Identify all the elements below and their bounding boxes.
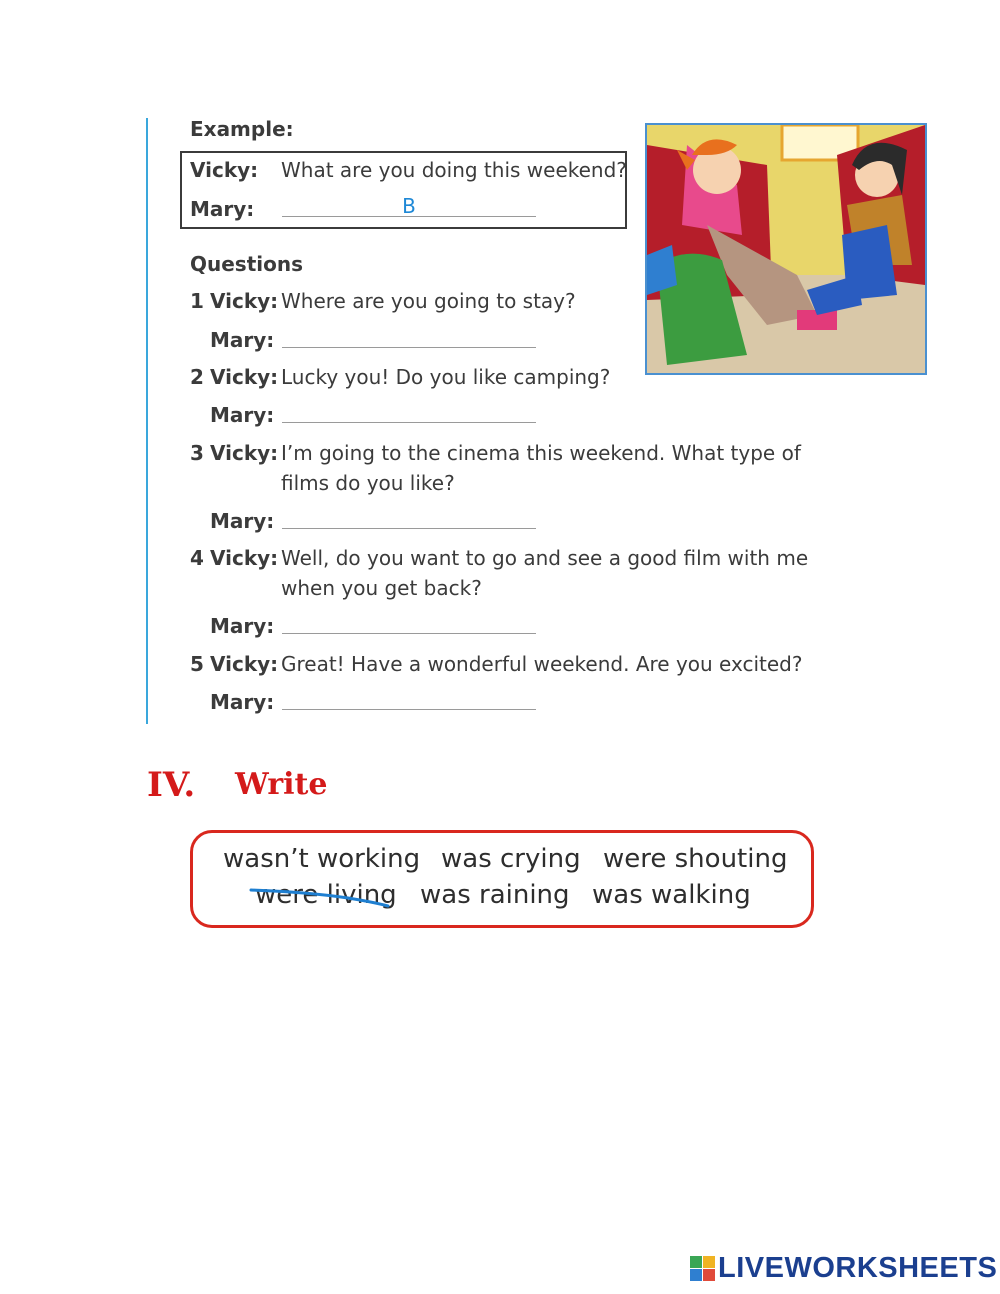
example-speaker-vicky: Vicky: [190, 158, 259, 182]
questions-heading: Questions [190, 252, 304, 276]
question-text: I’m going to the cinema this weekend. What type of [281, 441, 801, 465]
girls-sitting-illustration [645, 123, 927, 375]
word-bank-item: wasn’t working [223, 844, 421, 874]
word-bank-item: was crying [441, 844, 581, 874]
question-speaker-vicky: Vicky: [210, 652, 279, 676]
example-question: What are you doing this weekend? [281, 158, 627, 182]
reply-speaker-mary: Mary: [210, 328, 275, 352]
example-speaker-mary: Mary: [190, 197, 255, 221]
question-text: Well, do you want to go and see a good film with me [281, 546, 809, 570]
section-title: Write [235, 767, 328, 802]
answer-field-4[interactable] [282, 608, 536, 634]
question-text: Lucky you! Do you like camping? [281, 365, 611, 389]
word-bank-item: was raining [420, 880, 570, 910]
question-text-continued: films do you like? [281, 471, 455, 495]
liveworksheets-logo [690, 1252, 997, 1285]
question-speaker-vicky: Vicky: [210, 289, 279, 313]
question-text-continued: when you get back? [281, 576, 482, 600]
reply-speaker-mary: Mary: [210, 509, 275, 533]
word-bank-item: was walking [592, 880, 751, 910]
question-number: 1 [190, 289, 204, 313]
question-text: Great! Have a wonderful weekend. Are you excited? [281, 652, 803, 676]
question-speaker-vicky: Vicky: [210, 546, 279, 570]
left-margin-rule [146, 118, 148, 724]
answer-field-5[interactable] [282, 684, 536, 710]
example-answer-field[interactable] [282, 193, 536, 219]
logo-mark-icon [690, 1256, 715, 1281]
question-number: 2 [190, 365, 204, 389]
reply-speaker-mary: Mary: [210, 614, 275, 638]
answer-field-1[interactable] [282, 322, 536, 348]
section-number: IV. [147, 765, 196, 805]
question-text: Where are you going to stay? [281, 289, 576, 313]
word-bank-item: were shouting [603, 844, 788, 874]
strikethrough-mark [248, 884, 398, 914]
example-heading: Example: [190, 117, 294, 141]
question-number: 4 [190, 546, 204, 570]
answer-field-3[interactable] [282, 503, 536, 529]
question-speaker-vicky: Vicky: [210, 441, 279, 465]
question-speaker-vicky: Vicky: [210, 365, 279, 389]
word-bank-item-crossed: were living [255, 880, 397, 910]
brand-name: LIVEWORKSHEETS [718, 1252, 998, 1284]
reply-speaker-mary: Mary: [210, 690, 275, 714]
question-number: 3 [190, 441, 204, 465]
reply-speaker-mary: Mary: [210, 403, 275, 427]
question-number: 5 [190, 652, 204, 676]
answer-field-2[interactable] [282, 397, 536, 423]
